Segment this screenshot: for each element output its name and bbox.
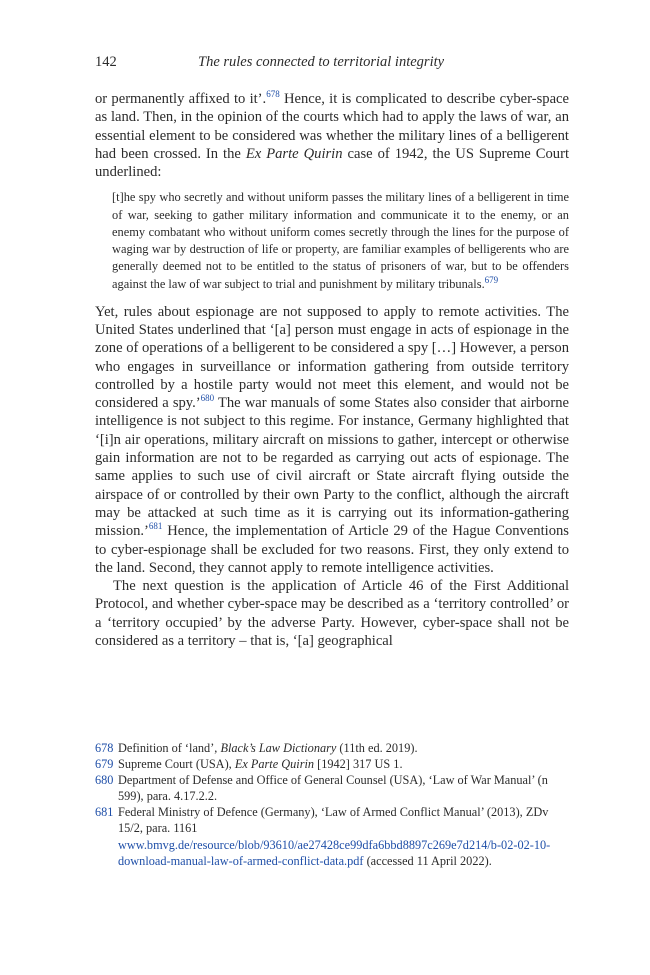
footnote-ref-681[interactable]: 681 (148, 521, 163, 532)
footnote-segment: Definition of ‘land’, (118, 741, 221, 755)
running-head: The rules connected to territorial integrity (198, 54, 445, 70)
footnote-ref-680[interactable]: 680 (200, 393, 215, 404)
page-number: 142 (95, 54, 117, 70)
paragraph-text: case of 1942, the US Supreme Court underlined: (95, 145, 569, 181)
footnote-text: Department of Defense and Office of General Counsel (USA), ‘Law of War Manual’ (n 599), para. 4.17.2.2. (118, 773, 548, 804)
paragraph-text: The war manuals of some States also consider that airborne intelligence is not subject to this regime. For instance, Germany highlighted that ‘[i]n air operations, military aircraft on missions to gather, intercept or otherwise gain information are not to be regarded as carrying out acts of espionage. The same applies to such use of civil aircraft or State aircraft flying outside the airspace of or controlled by their own Party to the conflict, although the aircraft may be attacked at such time as it is carrying out its information-gathering mission.’ (95, 395, 569, 540)
footnote-url-link[interactable]: www.bmvg.de/resource/blob/93610/ae27428ce99dfa6bbd8897c269e7d214/b-02-02-10-download-manual-law-of-armed-conflict-data.pdf (118, 837, 551, 868)
paragraph-text: Hence, the implementation of Article 29 of the Hague Conventions to cyber-espionage shall be excluded for two reasons. First, they only extend to the land. Second, they cannot apply to remote intelligence activities. (95, 523, 569, 576)
page-header (95, 54, 557, 74)
footnote-number: 680 (95, 773, 114, 788)
footnote-number: 679 (95, 757, 114, 772)
main-text (95, 90, 569, 650)
paragraph-text: Yet, rules about espionage are not supposed to apply to remote activities. The United States underlined that ‘[a] person must engage in acts of espionage in the zone of operations of a belligerent to be considered a spy […] However, a person who engages in surveillance or information gathering from outside territory controlled by a hostile party would not meet this element, and would not be considered a spy.’ (95, 303, 569, 412)
block-quote (112, 189, 569, 292)
footnote-text (118, 756, 573, 772)
footnote-number: 678 (95, 741, 114, 755)
footnote-680 (95, 772, 573, 804)
footnote-679 (95, 756, 573, 772)
footnote-ref-678[interactable]: 678 (266, 89, 280, 100)
footnote-text (118, 804, 573, 868)
footnote-segment: Supreme Court (USA), (118, 757, 235, 772)
footnote-678 (95, 740, 573, 756)
paragraph-3: The next question is the application of Article 46 of the First Additional Protocol, and whether cyber-space may be described as a ‘territory controlled’ or a ‘territory occupied’ by the adverse Party. However, cyber-space shall not be considered as a territory – that is, ‘[a] geographical (95, 578, 569, 650)
paragraph-text: Hence, it is complicated to describe cyber-space as land. Then, in the opinion of the courts which had to apply the laws of war, an essential element to be considered was whether the military lines of a belligerent had been crossed. In the (95, 91, 569, 162)
paragraph-2 (95, 303, 569, 577)
quote-text: [t]he spy who secretly and without uniform passes the military lines of a belligerent in time of war, seeking to gather military information and communicate it to the enemy, or an enemy combatant who without uniform comes secretly through the lines for the purpose of waging war by destruction of life or property, are familiar examples of belligerents who are generally deemed not to be entitled to the status of prisoners of war, but to be offenders against the law of war subject to trial and punishment by military tribunals. (112, 190, 569, 291)
paragraph-text: or permanently affixed to it’. (95, 91, 267, 107)
footnote-segment: (accessed 11 April 2022). (363, 853, 492, 868)
paragraph-1 (95, 90, 569, 181)
footnote-title: Black’s Law Dictionary (220, 741, 337, 755)
footnote-segment: (11th ed. 2019). (336, 741, 418, 755)
footnote-text (118, 740, 573, 756)
footnote-title: Ex Parte Quirin (234, 757, 315, 772)
footnotes (95, 740, 573, 869)
footnote-ref-679[interactable]: 679 (484, 274, 499, 285)
footnote-segment: Federal Ministry of Defence (Germany), ‘Law of Armed Conflict Manual’ (2013), ZDv 15/2, para. 1161 (118, 805, 549, 836)
footnote-segment: [1942] 317 US 1. (314, 757, 403, 772)
footnote-number: 681 (95, 805, 114, 820)
case-name: Ex Parte Quirin (245, 145, 343, 162)
footnote-681 (95, 804, 573, 868)
